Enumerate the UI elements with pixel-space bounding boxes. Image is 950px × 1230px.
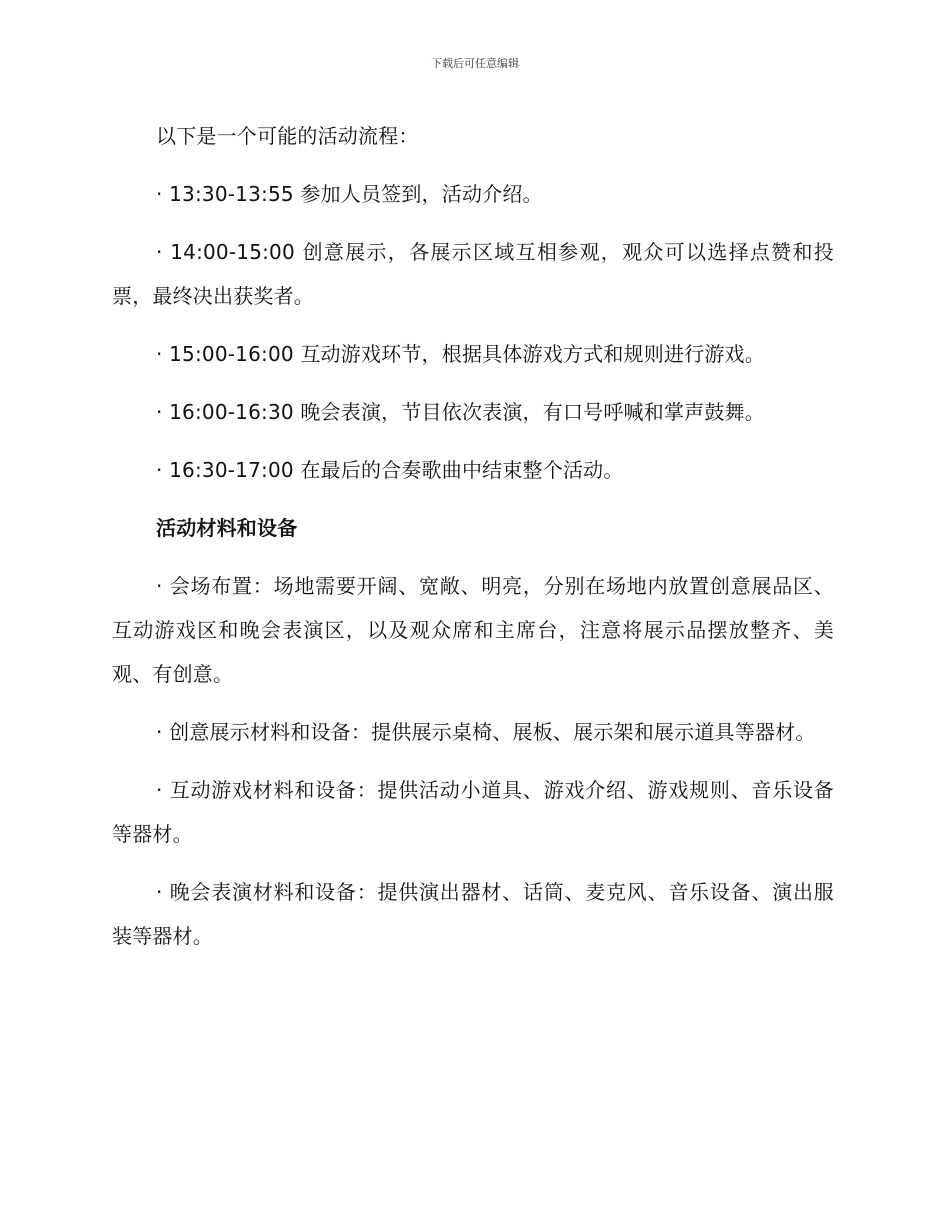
materials-item: · 创意展示材料和设备：提供展示桌椅、展板、展示架和展示道具等器材。	[156, 720, 816, 744]
schedule-item: · 13:30-13:55 参加人员签到，活动介绍。	[156, 182, 543, 206]
intro-paragraph: 以下是一个可能的活动流程：	[156, 124, 419, 148]
materials-item: · 会场布置：场地需要开阔、宽敞、明亮，分别在场地内放置创意展品区、互动游戏区和晚会表演区，以及观众席和主席台，注意将展示品摆放整齐、美观、有创意。	[112, 574, 834, 686]
section-heading: 活动材料和设备	[156, 516, 298, 540]
schedule-item: · 14:00-15:00 创意展示，各展示区域互相参观，观众可以选择点赞和投票，最终决出获奖者。	[112, 240, 834, 308]
schedule-item: · 16:30-17:00 在最后的合奏歌曲中结束整个活动。	[156, 458, 624, 482]
document-body	[112, 114, 834, 958]
materials-item: · 互动游戏材料和设备：提供活动小道具、游戏介绍、游戏规则、音乐设备等器材。	[112, 778, 834, 846]
materials-item: · 晚会表演材料和设备：提供演出器材、话筒、麦克风、音乐设备、演出服装等器材。	[112, 880, 834, 948]
schedule-item: · 16:00-16:30 晚会表演，节目依次表演，有口号呼喊和掌声鼓舞。	[156, 400, 765, 424]
page-header-note: 下载后可任意编辑	[431, 57, 519, 70]
schedule-item: · 15:00-16:00 互动游戏环节，根据具体游戏方式和规则进行游戏。	[156, 342, 765, 366]
